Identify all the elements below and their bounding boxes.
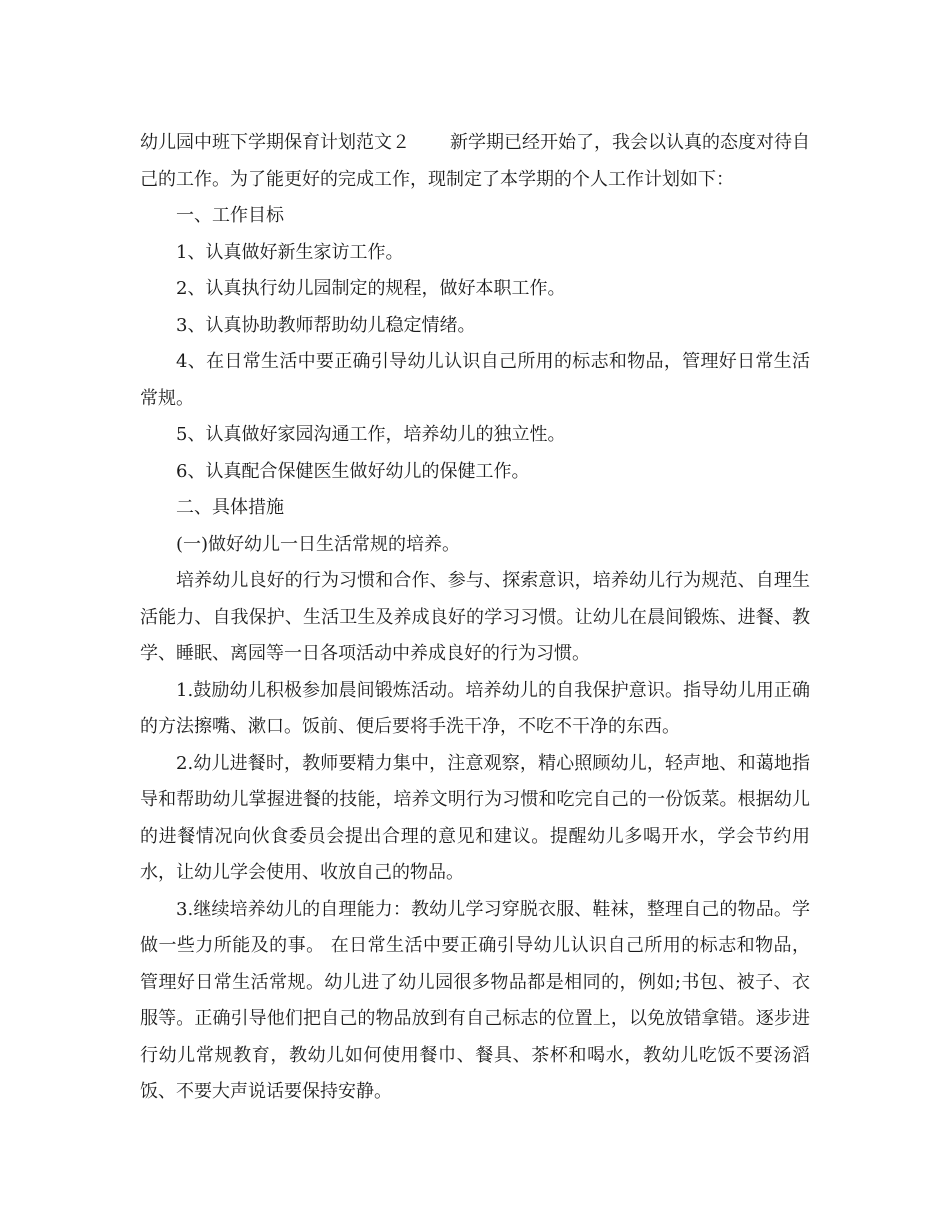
goal-item-2: 2、认真执行幼儿园制定的规程，做好本职工作。 (176, 278, 566, 299)
goal-item-4: 4、在日常生活中要正确引导幼儿认识自己所用的标志和物品，管理好日常生活常规。 (140, 351, 810, 409)
document-title: 幼儿园中班下学期保育计划范文２ (140, 132, 410, 153)
measure-item-2: 2.幼儿进餐时，教师要精力集中，注意观察，精心照顾幼儿，轻声地、和蔼地指导和帮助幼儿掌握进餐的技能，培养文明行为习惯和吃完自己的一份饭菜。根据幼儿的进餐情况向伙食委员会提出合理的意见和建议。提醒幼儿多喝开水，学会节约用水，让幼儿学会使用、收放自己的物品。 (140, 752, 810, 883)
intro-paragraph (140, 125, 810, 198)
section-heading-goals: 一、工作目标 (176, 205, 284, 226)
body-paragraph-habits: 培养幼儿良好的行为习惯和合作、参与、探索意识，培养幼儿行为规范、自理生活能力、自我保护、生活卫生及养成良好的学习习惯。让幼儿在晨间锻炼、进餐、教学、睡眠、离园等一日各项活动中养成良好的行为习惯。 (140, 570, 810, 664)
section-heading-measures: 二、具体措施 (176, 497, 284, 518)
goal-item-5: 5、认真做好家园沟通工作，培养幼儿的独立性。 (176, 424, 566, 445)
subsection-heading-daily-routine: (一)做好幼儿一日生活常规的培养。 (176, 533, 461, 555)
goal-item-6: 6、认真配合保健医生做好幼儿的保健工作。 (176, 460, 530, 482)
goal-item-3: 3、认真协助教师帮助幼儿稳定情绪。 (176, 314, 476, 336)
intro-text: 新学期已经开始了，我会以认真的态度对待自己的工作。为了能更好的完成工作，现制定了本学期的个人工作计划如下： (140, 132, 810, 190)
measure-item-3: 3.继续培养幼儿的自理能力：教幼儿学习穿脱衣服、鞋袜，整理自己的物品。学做一些力所能及的事。 在日常生活中要正确引导幼儿认识自己所用的标志和物品，管理好日常生活常规。幼儿进了幼儿园很多物品都是相同的，例如;书包、被子、衣服等。正确引导他们把自己的物品放到有自己标志的位置上，以免放错拿错。逐步进行幼儿常规教育，教幼儿如何使用餐巾、餐具、茶杯和喝水，教幼儿吃饭不要汤滔饭、不要大声说话要保持安静。 (140, 898, 810, 1102)
measure-item-1: 1.鼓励幼儿积极参加晨间锻炼活动。培养幼儿的自我保护意识。指导幼儿用正确的方法擦嘴、漱口。饭前、便后要将手洗干净，不吃不干净的东西。 (140, 679, 810, 737)
goal-item-1: 1、认真做好新生家访工作。 (176, 241, 404, 263)
document-page (140, 125, 810, 1111)
